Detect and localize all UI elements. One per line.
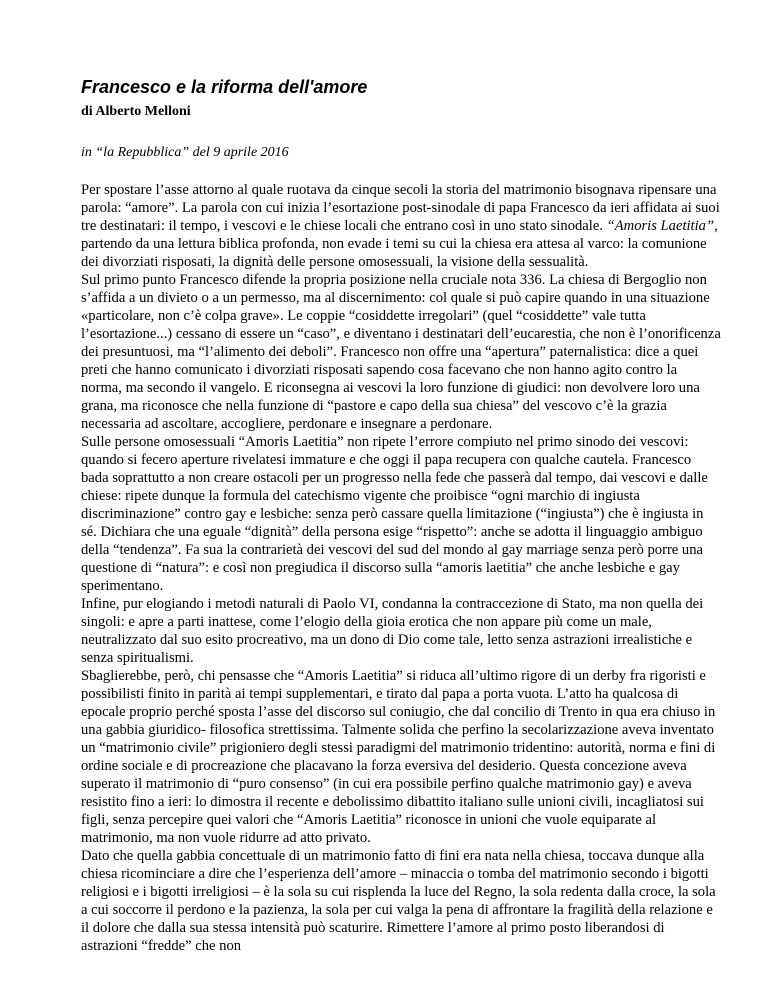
- paragraph-1: [81, 181, 721, 271]
- paragraph-5: Sbaglierebbe, però, chi pensasse che “Amoris Laetitia” si riduca all’ultimo rigore di un derby fra rigoristi e possibilisti finito in parità ai tempi supplementari, e tirato dal papa a porta vuota. L’atto ha qualcosa di epocale proprio perché sposta l’asse del discorso sul coniugio, che dal concilio di Trento in qua era chiuso in una gabbia giuridico- filosofica strettissima. Talmente solida che perfino la secolarizzazione aveva inventato un “matrimonio civile” prigioniero degli stessi paradigmi del matrimonio tridentino: autorità, norma e fini di ordine sociale e di procreazione che placavano la forza eversiva del desiderio. Questa concezione aveva superato il matrimonio di “puro consenso” (in cui era possibile perfino qualche matrimonio gay) e aveva resistito fino a ieri: lo dimostra il recente e debolissimo dibattito italiano sulle unioni civili, incagliatosi sui figli, senza percepire quei valori che “Amoris Laetitia” riconosce in unioni che vuole equiparate al matrimonio, ma non vuole ridurre ad atto privato.: [81, 668, 716, 846]
- article-title: Francesco e la riforma dell'amore: [81, 77, 368, 97]
- source-line: in “la Repubblica” del 9 aprile 2016: [81, 145, 289, 160]
- paragraph-6: Dato che quella gabbia concettuale di un matrimonio fatto di fini era nata nella chiesa, toccava dunque alla chiesa ricominciare a dire che l’esperienza dell’amore – minaccia o tomba del matrimonio secondo i bigotti religiosi e i bigotti irreligiosi – è la sola su cui risplenda la luce del Regno, la sola redenta dalla croce, la sola a cui soccorre il perdono e la pazienza, la sola per cui valga la pena di affrontare la fragilità della relazione e il dolore che dalla sua stessa intensità può scaturire. Rimettere l’amore al primo posto liberandosi di astrazioni “fredde” che non: [81, 848, 716, 954]
- article-source: [81, 144, 721, 162]
- paragraph-italic-title: “Amoris Laetitia”: [606, 218, 715, 234]
- paragraph-text: , partendo da una lettura biblica profonda, non evade i temi su cui la chiesa era attesa al varco: la comunione dei divorziati risposati, la dignità delle persone omosessuali, la visione della sessualità.: [81, 218, 718, 270]
- paragraph-4: Infine, pur elogiando i metodi naturali di Paolo VI, condanna la contraccezione di Stato, ma non quella dei singoli: e apre a parti inattese, come l’elogio della gioia erotica che non appare più come un male, neutralizzato dal suo esito procreativo, ma un dono di Dio come tale, letto senza astrazioni irrealistiche e senza spiritualismi.: [81, 596, 704, 666]
- article-author: di Alberto Melloni: [81, 104, 191, 119]
- document-page: [81, 76, 721, 955]
- paragraph-text: Per spostare l’asse attorno al quale ruotava da cinque secoli la storia del matrimonio bisognava ripensare una parola: “amore”. La parola con cui inizia l’esortazione post-sinodale di papa Francesco da ieri affidata ai suoi tre destinatari: il tempo, i vescovi e le chiese locali che entrano così in uno stato sinodale.: [81, 182, 720, 234]
- paragraph-3: Sulle persone omosessuali “Amoris Laetitia” non ripete l’errore compiuto nel primo sinodo dei vescovi: quando si fecero aperture rivelatesi immature e che oggi il papa recupera con qualche cautela. Francesco bada soprattutto a non creare ostacoli per un progresso nella fede che passerà dal tempo, dai vescovi e dalle chiese: ripete dunque la formula del catechismo vigente che proibisce “ogni marchio di ingiusta discriminazione” contro gay e lesbiche: senza però cassare quella limitazione (“ingiusta”) che è ingiusta in sé. Dichiara che una eguale “dignità” della persona esige “rispetto”: anche se adotta il linguaggio ambiguo della “tendenza”. Fa sua la contrarietà dei vescovi del sud del mondo al gay marriage senza però porre una questione di “natura”: e così non pregiudica il discorso sulla “amoris laetitia” che anche lesbiche e gay sperimentano.: [81, 434, 708, 594]
- article-body: [81, 181, 721, 955]
- paragraph-2: Sul primo punto Francesco difende la propria posizione nella cruciale nota 336. La chiesa di Bergoglio non s’affida a un divieto o a un permesso, ma al discernimento: col quale si può capire quando in una situazione «particolare, non c’è colpa grave». Le coppie “cosiddette irregolari” (quel “cosiddette” vale tutta l’esortazione...) cessano di essere un “caso”, e diventano i destinatari dell’eucarestia, che non è l’onorificenza dei presuntuosi, ma “l’alimento dei deboli”. Francesco non offre una “apertura” paternalistica: dice a quei preti che hanno comunicato i divorziati risposati sapendo cosa facevano che non hanno agito contro la norma, ma secondo il vangelo. E riconsegna ai vescovi la loro funzione di giudici: non devolvere loro una grana, ma riconosce che nella funzione di “pastore e capo della sua chiesa” del vescovo c’è la grazia necessaria ad ascoltare, accogliere, perdonare e insegnare a perdonare.: [81, 272, 721, 432]
